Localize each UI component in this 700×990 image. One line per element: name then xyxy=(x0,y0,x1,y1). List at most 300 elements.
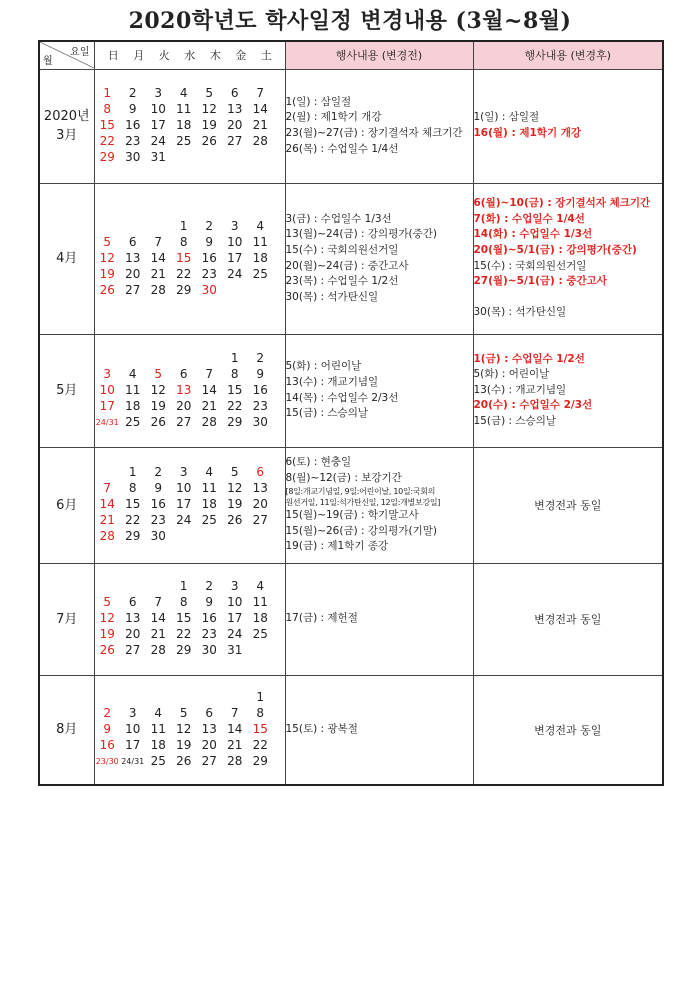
event-item: 13(수) : 개교기념일 xyxy=(473,383,567,396)
calendar-day: 20 xyxy=(201,737,217,752)
calendar-day: 10 xyxy=(150,102,166,116)
calendar-day xyxy=(120,351,146,367)
calendar-cell xyxy=(94,447,285,563)
calendar-day: 5 xyxy=(154,366,163,381)
month-label-cell xyxy=(39,69,94,183)
weekday-label: 水 xyxy=(184,49,196,63)
calendar-day: 15 xyxy=(176,250,192,265)
calendar-day: 24 xyxy=(150,134,166,148)
calendar-grid xyxy=(95,690,285,770)
calendar-day: 21 xyxy=(252,118,268,132)
events-after-cell xyxy=(473,183,663,334)
calendar-grid xyxy=(95,351,285,431)
events-before-cell xyxy=(285,675,473,785)
calendar-day: 2 xyxy=(256,350,265,365)
calendar-day: 3 xyxy=(179,465,188,479)
calendar-day: 4 xyxy=(128,366,137,381)
calendar-day: 9 xyxy=(256,366,265,381)
corner-header xyxy=(39,41,94,69)
calendar-day: 2 xyxy=(128,86,137,100)
calendar-day: 14 xyxy=(227,721,243,736)
calendar-day: 3 xyxy=(128,705,137,720)
month-label: 6月 xyxy=(56,497,78,513)
events-after-cell xyxy=(473,69,663,183)
calendar-day: 30 xyxy=(252,414,268,429)
schedule-table xyxy=(38,40,664,786)
calendar-day xyxy=(146,219,172,235)
after-header: 행사내용 (변경후) xyxy=(473,41,663,69)
calendar-day: 20 xyxy=(125,627,141,641)
event-item: 30(목) : 석가탄신일 xyxy=(473,306,567,319)
events-before-cell xyxy=(285,183,473,334)
calendar-day: 6 xyxy=(179,366,188,381)
calendar-day: 16 xyxy=(125,118,141,132)
calendar-day xyxy=(146,690,172,706)
calendar-day: 23 xyxy=(252,398,268,413)
calendar-cell xyxy=(94,183,285,334)
calendar-day: 25 xyxy=(252,627,268,641)
event-item: 원선거일, 11일:석가탄신일, 12일:개별보강일] xyxy=(285,498,441,508)
calendar-day xyxy=(222,283,248,299)
calendar-day: 5 xyxy=(103,595,112,609)
calendar-day: 11 xyxy=(201,481,217,495)
calendar-day: 17 xyxy=(99,398,115,413)
calendar-day: 8 xyxy=(230,366,239,381)
calendar-day: 5 xyxy=(179,705,188,720)
calendar-day: 15 xyxy=(125,497,141,511)
calendar-day: 17 xyxy=(125,737,141,752)
calendar-day: 6 xyxy=(230,86,239,100)
calendar-day xyxy=(95,579,121,595)
calendar-day: 23 xyxy=(150,513,166,527)
calendar-day xyxy=(120,219,146,235)
calendar-grid xyxy=(95,86,285,166)
calendar-day: 10 xyxy=(176,481,192,495)
calendar-day: 14 xyxy=(99,497,115,511)
calendar-day: 24 xyxy=(176,513,192,527)
calendar-day: 19 xyxy=(99,266,115,281)
calendar-day: 14 xyxy=(150,250,166,265)
event-item: 23(목) : 수업일수 1/2선 xyxy=(285,275,399,288)
event-item: 13(월)~24(금) : 강의평가(중간) xyxy=(285,228,437,241)
calendar-day: 4 xyxy=(179,86,188,100)
calendar-day: 17 xyxy=(227,250,243,265)
calendar-day: 20 xyxy=(252,497,268,511)
changed-event-item: 16(월) : 제1학기 개강 xyxy=(473,127,582,139)
calendar-day: 22 xyxy=(125,513,141,527)
calendar-day: 25 xyxy=(125,414,141,429)
calendar-day: 3 xyxy=(154,86,163,100)
calendar-day: 10 xyxy=(125,721,141,736)
event-item: 15(월)~26(금) : 강의평가(기말) xyxy=(285,524,437,537)
calendar-day: 28 xyxy=(201,414,217,429)
calendar-day: 5 xyxy=(205,86,214,100)
calendar-day: 26 xyxy=(201,134,217,148)
calendar-day: 18 xyxy=(176,118,192,132)
calendar-day: 8 xyxy=(103,102,112,116)
calendar-day: 13 xyxy=(176,382,192,397)
event-item: 19(금) : 제1학기 종강 xyxy=(285,540,389,553)
calendar-day: 4 xyxy=(205,465,214,479)
calendar-day: 26 xyxy=(176,753,192,768)
calendar-day: 12 xyxy=(99,611,115,625)
calendar-day xyxy=(222,529,248,545)
event-item xyxy=(474,290,663,306)
month-row xyxy=(39,447,663,563)
calendar-day: 9 xyxy=(128,102,137,116)
calendar-day: 29 xyxy=(99,150,115,164)
calendar-day xyxy=(171,150,197,166)
calendar-day xyxy=(248,150,274,166)
calendar-day: 5 xyxy=(103,234,112,249)
calendar-day: 22 xyxy=(176,627,192,641)
calendar-day: 24 xyxy=(227,627,243,641)
calendar-day: 29 xyxy=(227,414,243,429)
calendar-cell xyxy=(94,563,285,675)
event-item: 17(금) : 제헌절 xyxy=(285,612,358,625)
weekday-label: 金 xyxy=(235,49,247,63)
calendar-day xyxy=(222,690,248,706)
calendar-day: 3 xyxy=(230,579,239,593)
calendar-day: 25 xyxy=(201,513,217,527)
month-row xyxy=(39,183,663,334)
calendar-day: 26 xyxy=(99,643,115,657)
calendar-day: 4 xyxy=(256,579,265,593)
event-item: 13(수) : 개교기념일 xyxy=(285,375,379,388)
calendar-day: 16 xyxy=(99,737,115,752)
calendar-day: 17 xyxy=(227,611,243,625)
calendar-day: 21 xyxy=(99,513,115,527)
events-before-cell xyxy=(285,69,473,183)
changed-event-item: 14(화) : 수업일수 1/3선 xyxy=(473,228,593,241)
calendar-day: 1 xyxy=(230,350,239,365)
calendar-day: 19 xyxy=(227,497,243,511)
calendar-day: 16 xyxy=(201,250,217,265)
event-item: 15(수) : 국회의원선거일 xyxy=(285,243,399,256)
calendar-day: 12 xyxy=(176,721,192,736)
calendar-grid xyxy=(95,465,285,545)
calendar-day: 19 xyxy=(150,398,166,413)
calendar-day: 2 xyxy=(205,579,214,593)
calendar-day: 16 xyxy=(150,497,166,511)
calendar-day: 24 xyxy=(227,266,243,281)
calendar-day: 6 xyxy=(128,595,137,609)
calendar-day: 20 xyxy=(125,266,141,281)
month-label-cell xyxy=(39,183,94,334)
calendar-day: 21 xyxy=(227,737,243,752)
calendar-day: 26 xyxy=(150,414,166,429)
event-item: 8(월)~12(금) : 보강기간 xyxy=(285,471,402,484)
calendar-day: 13 xyxy=(201,721,217,736)
calendar-day: 18 xyxy=(201,497,217,511)
calendar-day: 13 xyxy=(252,481,268,495)
event-item: 23(월)~27(금) : 장기결석자 체크기간 xyxy=(285,127,463,139)
calendar-day: 6 xyxy=(128,234,137,249)
calendar-day xyxy=(95,351,121,367)
events-after-cell xyxy=(473,334,663,447)
calendar-grid xyxy=(95,579,285,659)
calendar-day: 15 xyxy=(227,382,243,397)
calendar-day xyxy=(197,150,223,166)
weekday-label: 日 xyxy=(107,49,119,63)
calendar-day: 10 xyxy=(227,234,243,249)
calendar-day xyxy=(222,150,248,166)
event-item: 5(화) : 어린이날 xyxy=(285,360,362,373)
calendar-day: 1 xyxy=(128,465,137,479)
calendar-day: 19 xyxy=(201,118,217,132)
calendar-day: 18 xyxy=(150,737,166,752)
calendar-day: 12 xyxy=(227,481,243,495)
calendar-day: 30 xyxy=(201,282,217,297)
month-label: 8月 xyxy=(56,722,78,738)
calendar-day xyxy=(171,690,197,706)
month-label: 3月 xyxy=(56,128,78,143)
event-item: 15(수) : 국회의원선거일 xyxy=(473,259,587,272)
calendar-day xyxy=(146,579,172,595)
calendar-day: 1 xyxy=(256,689,265,704)
calendar-day: 13 xyxy=(125,611,141,625)
month-row xyxy=(39,563,663,675)
calendar-day: 28 xyxy=(227,753,243,768)
calendar-day: 3 xyxy=(230,218,239,233)
month-label: 4月 xyxy=(56,251,78,266)
calendar-day: 20 xyxy=(227,118,243,132)
calendar-cell xyxy=(94,69,285,183)
changed-event-item: 7(화) : 수업일수 1/4선 xyxy=(473,212,585,225)
event-item: [8일:개교기념일, 9일:어린이날, 10일:국회의 xyxy=(285,487,436,497)
event-item: 15(금) : 스승의날 xyxy=(285,407,368,420)
calendar-day: 6 xyxy=(256,465,265,479)
calendar-day: 29 xyxy=(176,282,192,297)
calendar-day: 9 xyxy=(205,234,214,249)
calendar-day: 19 xyxy=(99,627,115,641)
calendar-day xyxy=(120,579,146,595)
calendar-day: 7 xyxy=(103,481,112,495)
calendar-day: 10 xyxy=(99,382,115,397)
calendar-day: 1 xyxy=(179,218,188,233)
changed-event-item: 27(월)~5/1(금) : 중간고사 xyxy=(473,275,607,288)
calendar-day: 27 xyxy=(201,753,217,768)
calendar-day: 26 xyxy=(227,513,243,527)
calendar-day: 24/31 xyxy=(95,417,119,427)
calendar-day: 15 xyxy=(176,611,192,625)
events-after-same: 변경전과 동일 xyxy=(473,563,663,675)
calendar-day: 9 xyxy=(205,595,214,609)
calendar-day: 2 xyxy=(205,218,214,233)
calendar-day: 23 xyxy=(125,134,141,148)
calendar-day: 7 xyxy=(205,366,214,381)
calendar-day: 23 xyxy=(201,627,217,641)
calendar-day: 22 xyxy=(252,737,268,752)
calendar-day xyxy=(95,690,121,706)
calendar-day: 14 xyxy=(252,102,268,116)
calendar-day: 21 xyxy=(150,266,166,281)
calendar-day: 23 xyxy=(201,266,217,281)
calendar-grid xyxy=(95,219,285,299)
event-item: 14(목) : 수업일수 2/3선 xyxy=(285,391,399,404)
event-item: 26(목) : 수업일수 1/4선 xyxy=(285,142,399,155)
calendar-day: 16 xyxy=(201,611,217,625)
event-item: 1(일) : 삼일절 xyxy=(473,111,540,124)
calendar-day: 25 xyxy=(252,266,268,281)
event-item: 1(일) : 삼일절 xyxy=(285,95,352,108)
calendar-day: 8 xyxy=(179,234,188,249)
calendar-day: 20 xyxy=(176,398,192,413)
event-item: 15(토) : 광복절 xyxy=(285,722,358,735)
calendar-day xyxy=(120,690,146,706)
calendar-day: 18 xyxy=(125,398,141,413)
weekday-corner-label: 요일 xyxy=(70,47,90,59)
calendar-day: 27 xyxy=(176,414,192,429)
calendar-day: 30 xyxy=(125,150,141,164)
calendar-day: 24/31 xyxy=(121,756,145,766)
month-label: 2020년 xyxy=(43,109,90,124)
calendar-day: 30 xyxy=(201,643,217,657)
event-item: 20(월)~24(금) : 중간고사 xyxy=(285,259,409,272)
month-label-cell xyxy=(39,563,94,675)
calendar-day: 7 xyxy=(154,234,163,249)
month-label-cell xyxy=(39,675,94,785)
calendar-day: 14 xyxy=(150,611,166,625)
events-after-same: 변경전과 동일 xyxy=(473,447,663,563)
calendar-day: 19 xyxy=(176,737,192,752)
weekday-label: 月 xyxy=(133,49,145,63)
calendar-day: 12 xyxy=(150,382,166,397)
month-corner-label: 월 xyxy=(43,56,53,68)
events-before-cell xyxy=(285,563,473,675)
calendar-day xyxy=(146,351,172,367)
calendar-day: 9 xyxy=(154,481,163,495)
event-item: 5(화) : 어린이날 xyxy=(473,368,550,381)
calendar-day xyxy=(248,643,274,659)
calendar-day: 17 xyxy=(176,497,192,511)
calendar-day: 3 xyxy=(103,366,112,381)
calendar-day: 28 xyxy=(150,282,166,297)
changed-event-item: 1(금) : 수업일수 1/2선 xyxy=(473,352,585,365)
calendar-day: 2 xyxy=(103,705,112,720)
page-title: 2020학년도 학사일정 변경내용 (3월~8월) xyxy=(128,8,572,34)
calendar-day: 1 xyxy=(103,86,112,100)
calendar-day: 25 xyxy=(150,753,166,768)
event-item: 15(금) : 스승의날 xyxy=(473,414,556,427)
calendar-day: 8 xyxy=(256,705,265,720)
calendar-day: 11 xyxy=(125,382,141,397)
calendar-cell xyxy=(94,334,285,447)
weekday-label: 土 xyxy=(260,49,272,63)
calendar-day: 30 xyxy=(150,529,166,543)
calendar-day: 23/30 xyxy=(95,756,119,766)
calendar-day xyxy=(171,351,197,367)
month-row xyxy=(39,334,663,447)
month-row xyxy=(39,69,663,183)
month-label: 5月 xyxy=(56,383,78,398)
calendar-day: 9 xyxy=(103,721,112,736)
calendar-day: 11 xyxy=(150,721,166,736)
weekday-label: 木 xyxy=(209,49,221,63)
changed-event-item: 20(수) : 수업일수 2/3선 xyxy=(473,399,593,412)
calendar-day: 2 xyxy=(154,465,163,479)
event-item: 30(목) : 석가탄신일 xyxy=(285,290,379,303)
calendar-day: 8 xyxy=(128,481,137,495)
calendar-day: 21 xyxy=(150,627,166,641)
calendar-day: 11 xyxy=(252,234,268,249)
calendar-day xyxy=(95,465,121,481)
weekday-header xyxy=(94,41,285,69)
calendar-day: 28 xyxy=(99,529,115,543)
calendar-day: 4 xyxy=(154,705,163,720)
calendar-day: 15 xyxy=(99,118,115,132)
month-label-cell xyxy=(39,447,94,563)
calendar-day: 1 xyxy=(179,579,188,593)
calendar-day: 29 xyxy=(252,753,268,768)
calendar-day: 8 xyxy=(179,595,188,609)
before-header: 행사내용 (변경전) xyxy=(285,41,473,69)
event-item: 15(월)~19(금) : 학기말고사 xyxy=(285,509,419,522)
calendar-day: 14 xyxy=(201,382,217,397)
calendar-day: 4 xyxy=(256,218,265,233)
calendar-day: 22 xyxy=(176,266,192,281)
calendar-day: 10 xyxy=(227,595,243,609)
event-item: 2(월) : 제1학기 개강 xyxy=(285,111,382,124)
calendar-day: 27 xyxy=(125,643,141,657)
calendar-day: 29 xyxy=(125,529,141,543)
calendar-day: 7 xyxy=(154,595,163,609)
calendar-day: 11 xyxy=(252,595,268,609)
calendar-day: 7 xyxy=(256,86,265,100)
calendar-day: 6 xyxy=(205,705,214,720)
calendar-day: 28 xyxy=(150,643,166,657)
calendar-day: 18 xyxy=(252,250,268,265)
weekday-label: 火 xyxy=(158,49,170,63)
events-before-cell xyxy=(285,447,473,563)
month-label-cell xyxy=(39,334,94,447)
calendar-day: 15 xyxy=(252,721,268,736)
calendar-day: 27 xyxy=(252,513,268,527)
event-item: 6(토) : 현충일 xyxy=(285,456,352,469)
events-before-cell xyxy=(285,334,473,447)
calendar-day: 31 xyxy=(227,643,243,657)
calendar-day: 11 xyxy=(176,102,192,116)
calendar-day: 16 xyxy=(252,382,268,397)
calendar-day: 12 xyxy=(201,102,217,116)
month-row xyxy=(39,675,663,785)
calendar-day: 27 xyxy=(227,134,243,148)
calendar-day: 29 xyxy=(176,643,192,657)
events-after-same: 변경전과 동일 xyxy=(473,675,663,785)
calendar-day: 12 xyxy=(99,250,115,265)
changed-event-item: 20(월)~5/1(금) : 강의평가(중간) xyxy=(473,243,637,256)
calendar-day: 25 xyxy=(176,134,192,148)
calendar-day xyxy=(197,529,223,545)
calendar-day: 22 xyxy=(99,134,115,148)
calendar-day xyxy=(248,283,274,299)
calendar-day: 18 xyxy=(252,611,268,625)
event-item: 3(금) : 수업일수 1/3선 xyxy=(285,212,392,225)
calendar-day: 5 xyxy=(230,465,239,479)
calendar-day: 13 xyxy=(227,102,243,116)
calendar-day: 28 xyxy=(252,134,268,148)
calendar-day: 26 xyxy=(99,282,115,297)
calendar-day: 31 xyxy=(150,150,166,164)
calendar-day: 27 xyxy=(125,282,141,297)
calendar-day: 17 xyxy=(150,118,166,132)
calendar-day xyxy=(197,351,223,367)
month-label: 7月 xyxy=(56,611,78,627)
calendar-cell xyxy=(94,675,285,785)
calendar-day xyxy=(197,690,223,706)
calendar-day: 13 xyxy=(125,250,141,265)
calendar-day xyxy=(95,219,121,235)
